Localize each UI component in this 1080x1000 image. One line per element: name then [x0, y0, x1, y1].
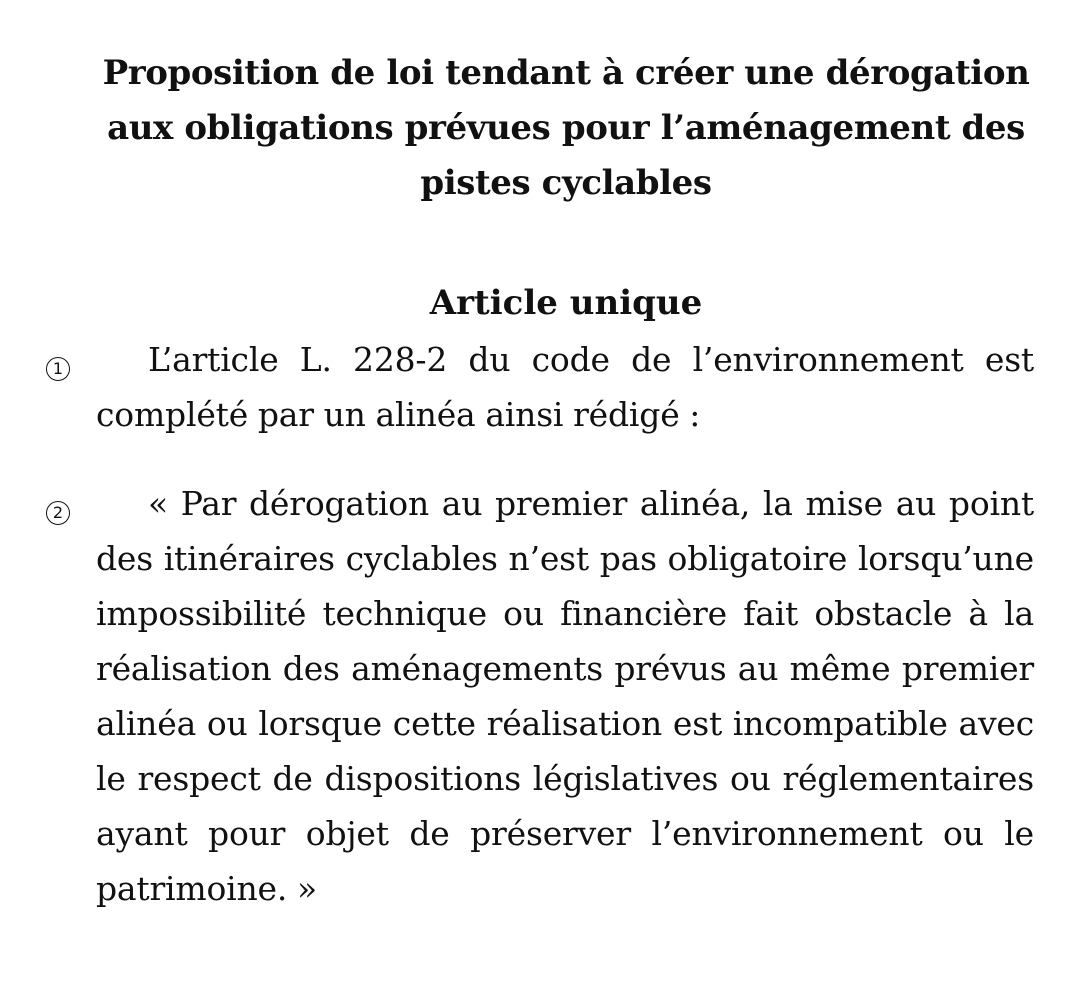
- paragraph-number-marker: 2: [46, 501, 70, 525]
- paragraph-1: L’article L. 228-2 du code de l’environnement est complété par un alinéa ainsi rédigé :: [96, 340, 1034, 434]
- document-title: Proposition de loi tendant à créer une dérogation aux obligations prévues pour l’aménagement des pistes cyclables: [102, 53, 1030, 203]
- paragraph-2: « Par dérogation au premier alinéa, la mise au point des itinéraires cyclables n’est pas obligatoire lorsqu’une impossibilité technique ou financière fait obstacle à la réalisation des aménagements prévus au même premier alinéa ou lorsque cette réalisation est incompatible avec le respect de dispositions législatives ou réglementaires ayant pour objet de préserver l’environnement ou le patrimoine. »: [96, 484, 1034, 908]
- paragraph-number-marker: 1: [46, 357, 70, 381]
- article-heading: Article unique: [429, 283, 703, 323]
